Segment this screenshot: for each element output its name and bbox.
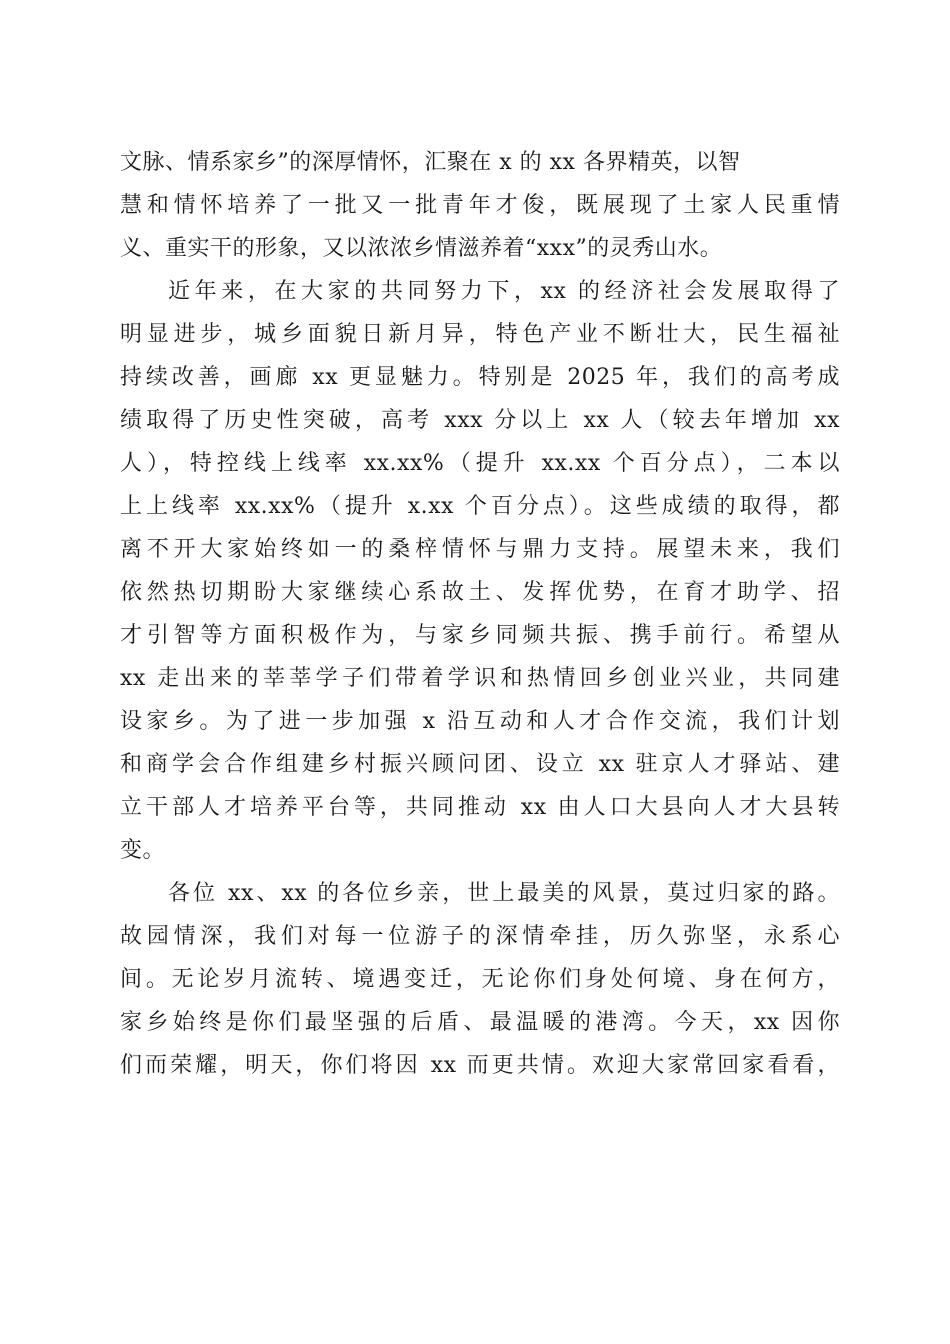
text-line-20: 间。无论岁月流转、境遇变迁，无论你们身处何境、身在何方， bbox=[120, 967, 840, 992]
text-line-5: 明显进步，城乡面貌日新月异，特色产业不断壮大，民生福祉 bbox=[120, 322, 840, 347]
text-line-11: 依然热切期盼大家继续心系故土、发挥优势，在育才助学、招 bbox=[120, 580, 840, 605]
text-line-21: 家乡始终是你们最坚强的后盾、最温暖的港湾。今天，xx 因你 bbox=[120, 1010, 840, 1035]
paragraph-3-line-1: 各位 xx、xx 的各位乡亲，世上最美的风景，莫过归家的路。 bbox=[168, 881, 840, 906]
text-line-16: 立干部人才培养平台等，共同推动 xx 由人口大县向人才大县转 bbox=[120, 795, 840, 820]
text-line-22: 们而荣耀，明天，你们将因 xx 而更共情。欢迎大家常回家看看， bbox=[120, 1053, 840, 1078]
paragraph-2-line-1: 近年来，在大家的共同努力下，xx 的经济社会发展取得了 bbox=[168, 279, 840, 304]
text-line-2: 慧和情怀培养了一批又一批青年才俊，既展现了土家人民重情 bbox=[120, 193, 840, 218]
text-line-19: 故园情深，我们对每一位游子的深情牵挂，历久弥坚，永系心 bbox=[120, 924, 840, 949]
text-line-1: 文脉、情系家乡”的深厚情怀，汇聚在 x 的 xx 各界精英，以智 bbox=[120, 150, 741, 175]
text-line-7: 绩取得了历史性突破，高考 xxx 分以上 xx 人（较去年增加 xx bbox=[120, 408, 840, 433]
text-line-15: 和商学会合作组建乡村振兴顾问团、设立 xx 驻京人才驿站、建 bbox=[120, 752, 840, 777]
text-line-6: 持续改善，画廊 xx 更显魅力。特别是 2025 年，我们的高考成 bbox=[120, 365, 840, 390]
text-line-12: 才引智等方面积极作为，与家乡同频共振、携手前行。希望从 bbox=[120, 623, 840, 648]
text-line-13: xx 走出来的莘莘学子们带着学识和热情回乡创业兴业，共同建 bbox=[120, 666, 840, 691]
text-line-9: 上上线率 xx.xx%（提升 x.xx 个百分点）。这些成绩的取得，都 bbox=[120, 494, 840, 519]
text-line-10: 离不开大家始终如一的桑梓情怀与鼎力支持。展望未来，我们 bbox=[120, 537, 840, 562]
text-line-3: 义、重实干的形象，又以浓浓乡情滋养着“xxx”的灵秀山水。 bbox=[120, 236, 723, 261]
text-line-14: 设家乡。为了进一步加强 x 沿互动和人才合作交流，我们计划 bbox=[120, 709, 840, 734]
text-line-8: 人），特控线上线率 xx.xx%（提升 xx.xx 个百分点），二本以 bbox=[120, 451, 840, 476]
text-line-17: 变。 bbox=[120, 838, 166, 863]
